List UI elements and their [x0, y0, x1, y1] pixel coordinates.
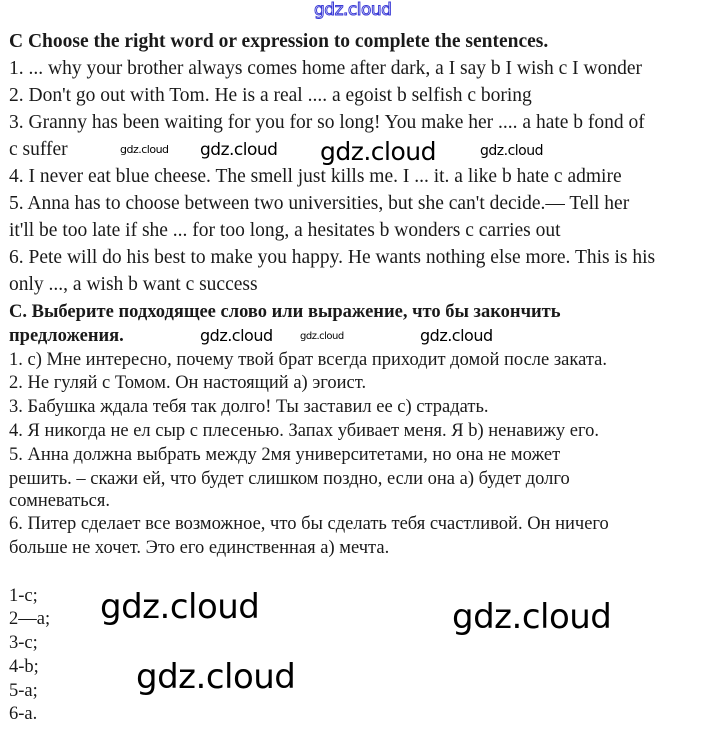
watermark: gdz.cloud [420, 326, 493, 345]
answer-item: 5-a; [9, 681, 38, 701]
sentence-line: 1. ... why your brother always comes home after dark, a I say b I wish c I wonder [9, 58, 643, 79]
translation-line: 3. Бабушка ждала тебя так долго! Ты заставил ее с) страдать. [9, 397, 489, 417]
translation-line: 2. Не гуляй с Томом. Он настоящий а) эгоист. [9, 373, 367, 393]
answer-item: 1-c; [9, 586, 38, 606]
translation-line: 1. с) Мне интересно, почему твой брат всегда приходит домой после заката. [9, 350, 607, 370]
answer-item: 4-b; [9, 657, 39, 677]
sentence-line: c suffer [9, 139, 68, 160]
watermark: gdz.cloud [200, 140, 278, 160]
watermark: gdz.cloud [120, 143, 169, 156]
watermark: gdz.cloud [480, 143, 543, 159]
watermark: gdz.cloud [200, 326, 273, 345]
watermark: gdz.cloud [320, 137, 437, 166]
exercise-title-ru: С. Выберите подходящее слово или выражение, что бы закончить [9, 302, 561, 322]
sentence-line: 2. Don't go out with Tom. He is a real .... a egoist b selfish c boring [9, 85, 532, 106]
translation-line: 4. Я никогда не ел сыр с плесенью. Запах убивает меня. Я b) ненавижу его. [9, 421, 599, 441]
exercise-title-ru-cont: предложения. [9, 326, 124, 346]
sentence-line: 6. Pete will do his best to make you happy. He wants nothing else more. This is his [9, 247, 656, 268]
answer-item: 3-c; [9, 633, 38, 653]
watermark: gdz.cloud [452, 597, 612, 637]
sentence-line: 3. Granny has been waiting for you for so long! You make her .... a hate b fond of [9, 112, 645, 133]
sentence-line: only ..., a wish b want c success [9, 274, 258, 295]
watermark-logo: gdz.cloud [314, 0, 392, 20]
answer-item: 2—a; [9, 609, 51, 629]
sentence-line: 4. I never eat blue cheese. The smell just kills me. I ... it. a like b hate c admire [9, 166, 622, 187]
watermark: gdz.cloud [136, 657, 296, 697]
sentence-line: 5. Anna has to choose between two universities, but she can't decide.— Tell her [9, 193, 630, 214]
translation-line: сомневаться. [9, 491, 111, 511]
translation-line: 5. Анна должна выбрать между 2мя университетами, но она не может [9, 445, 561, 465]
watermark: gdz.cloud [100, 587, 260, 627]
exercise-title-en: C Choose the right word or expression to complete the sentences. [9, 31, 549, 52]
answer-item: 6-a. [9, 704, 38, 724]
translation-line: 6. Питер сделает все возможное, что бы сделать тебя счастливой. Он ничего [9, 514, 609, 534]
translation-line: решить. – скажи ей, что будет слишком поздно, если она а) будет долго [9, 469, 570, 489]
sentence-line: it'll be too late if she ... for too long, a hesitates b wonders c carries out [9, 220, 561, 241]
watermark: gdz.cloud [300, 331, 344, 342]
translation-line: больше не хочет. Это его единственная а) мечта. [9, 538, 390, 558]
